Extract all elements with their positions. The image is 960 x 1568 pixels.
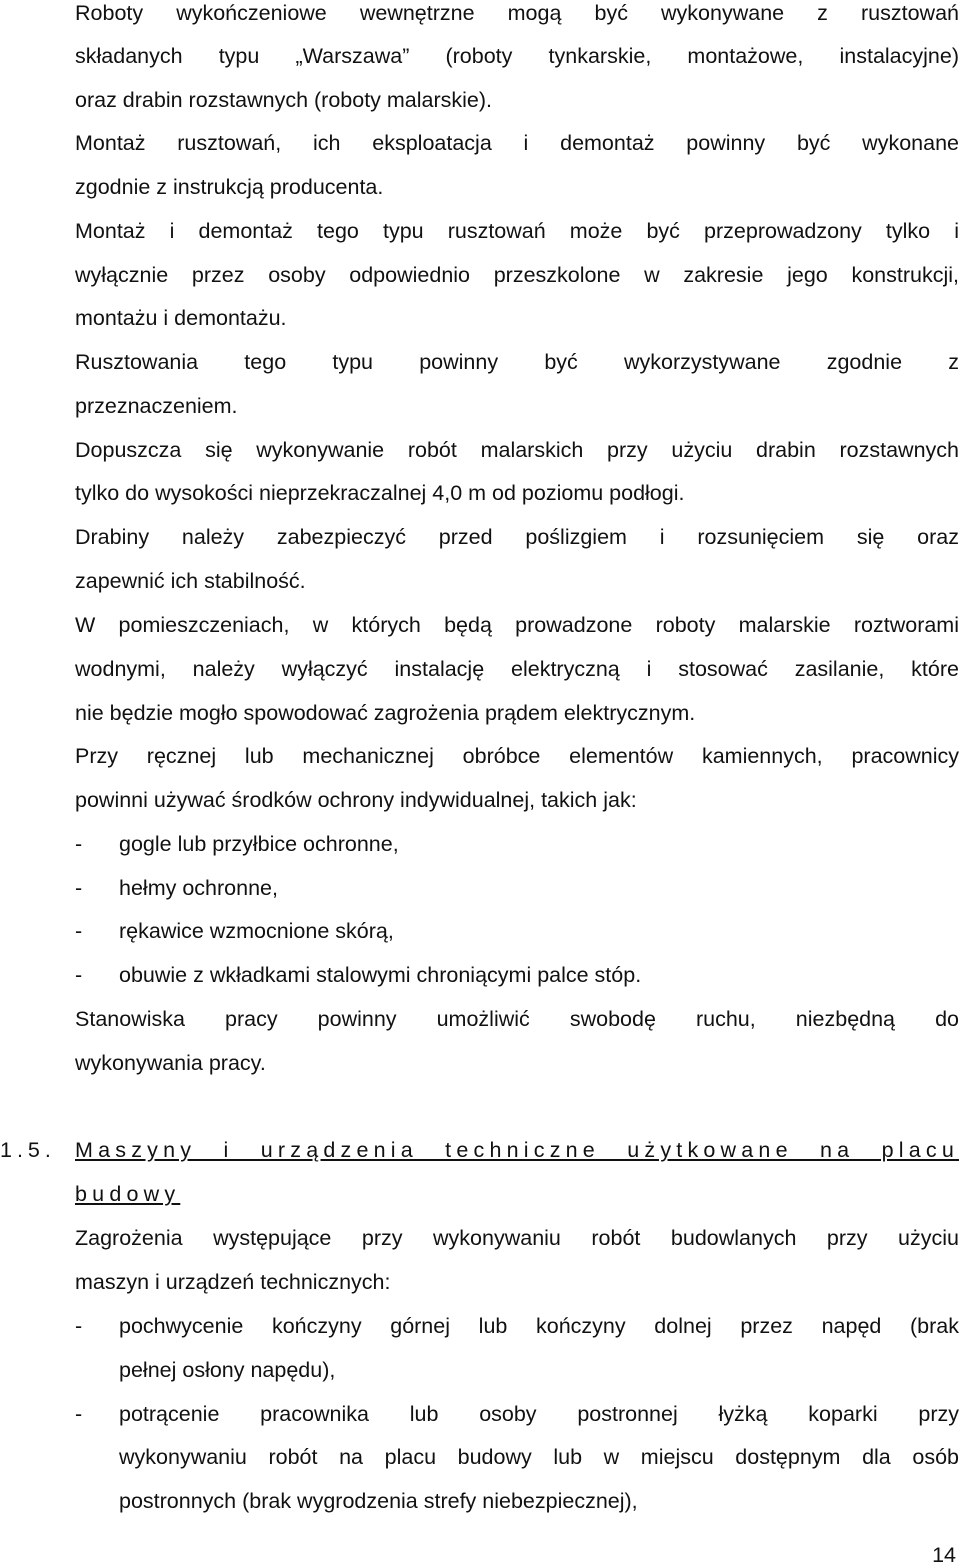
list-bullet: - xyxy=(75,963,83,987)
paragraph-line: tylko do wysokości nieprzekraczalnej 4,0 m od poziomu podłogi. xyxy=(75,481,685,505)
list-bullet: - xyxy=(75,1402,83,1426)
list-item: rękawice wzmocnione skórą, xyxy=(119,919,394,943)
list-item: wykonywaniu robót na placu budowy lub w miejscu dostępnym dla osób xyxy=(119,1445,959,1469)
list-bullet: - xyxy=(75,876,83,900)
paragraph-line: nie będzie mogło spowodować zagrożenia prądem elektrycznym. xyxy=(75,701,696,725)
section-number: 1.5. xyxy=(0,1138,56,1162)
paragraph-line: Zagrożenia występujące przy wykonywaniu robót budowlanych przy użyciu xyxy=(75,1226,959,1250)
section-title: budowy xyxy=(75,1182,181,1206)
paragraph-line: Dopuszcza się wykonywanie robót malarskich przy użyciu drabin rozstawnych xyxy=(75,438,959,462)
paragraph-line: wyłącznie przez osoby odpowiednio przeszkolone w zakresie jego konstrukcji, xyxy=(75,263,959,287)
paragraph-line: zgodnie z instrukcją producenta. xyxy=(75,175,384,199)
list-item: pełnej osłony napędu), xyxy=(119,1358,336,1382)
list-bullet: - xyxy=(75,832,83,856)
paragraph-line: Roboty wykończeniowe wewnętrzne mogą być wykonywane z rusztowań xyxy=(75,1,959,25)
paragraph-line: Montaż rusztowań, ich eksploatacja i demontaż powinny być wykonane xyxy=(75,131,959,155)
paragraph-line: wodnymi, należy wyłączyć instalację elektryczną i stosować zasilanie, które xyxy=(75,657,959,681)
paragraph-line: składanych typu „Warszawa” (roboty tynkarskie, montażowe, instalacyjne) xyxy=(75,44,959,68)
list-bullet: - xyxy=(75,1314,83,1338)
paragraph-line: Rusztowania tego typu powinny być wykorzystywane zgodnie z xyxy=(75,350,959,374)
list-item: potrącenie pracownika lub osoby postronnej łyżką koparki przy xyxy=(119,1402,959,1426)
paragraph-line: Drabiny należy zabezpieczyć przed poślizgiem i rozsunięciem się oraz xyxy=(75,525,959,549)
section-title: Maszyny i urządzenia techniczne użytkowane na placu xyxy=(75,1138,959,1162)
paragraph-line: Przy ręcznej lub mechanicznej obróbce elementów kamiennych, pracownicy xyxy=(75,744,959,768)
list-item: gogle lub przyłbice ochronne, xyxy=(119,832,399,856)
paragraph-line: przeznaczeniem. xyxy=(75,394,238,418)
paragraph-line: powinni używać środków ochrony indywidualnej, takich jak: xyxy=(75,788,637,812)
paragraph-line: Stanowiska pracy powinny umożliwić swobodę ruchu, niezbędną do xyxy=(75,1007,959,1031)
paragraph-line: oraz drabin rozstawnych (roboty malarskie). xyxy=(75,88,493,112)
list-bullet: - xyxy=(75,919,83,943)
paragraph-line: zapewnić ich stabilność. xyxy=(75,569,306,593)
list-item: pochwycenie kończyny górnej lub kończyny dolnej przez napęd (brak xyxy=(119,1314,959,1338)
paragraph-line: W pomieszczeniach, w których będą prowadzone roboty malarskie roztworami xyxy=(75,613,959,637)
list-item: hełmy ochronne, xyxy=(119,876,278,900)
paragraph-line: wykonywania pracy. xyxy=(75,1051,266,1075)
paragraph-line: maszyn i urządzeń technicznych: xyxy=(75,1270,391,1294)
page-number: 14 xyxy=(932,1543,956,1567)
list-item: postronnych (brak wygrodzenia strefy niebezpiecznej), xyxy=(119,1489,638,1513)
list-item: obuwie z wkładkami stalowymi chroniącymi palce stóp. xyxy=(119,963,642,987)
paragraph-line: montażu i demontażu. xyxy=(75,306,287,330)
paragraph-line: Montaż i demontaż tego typu rusztowań może być przeprowadzony tylko i xyxy=(75,219,959,243)
